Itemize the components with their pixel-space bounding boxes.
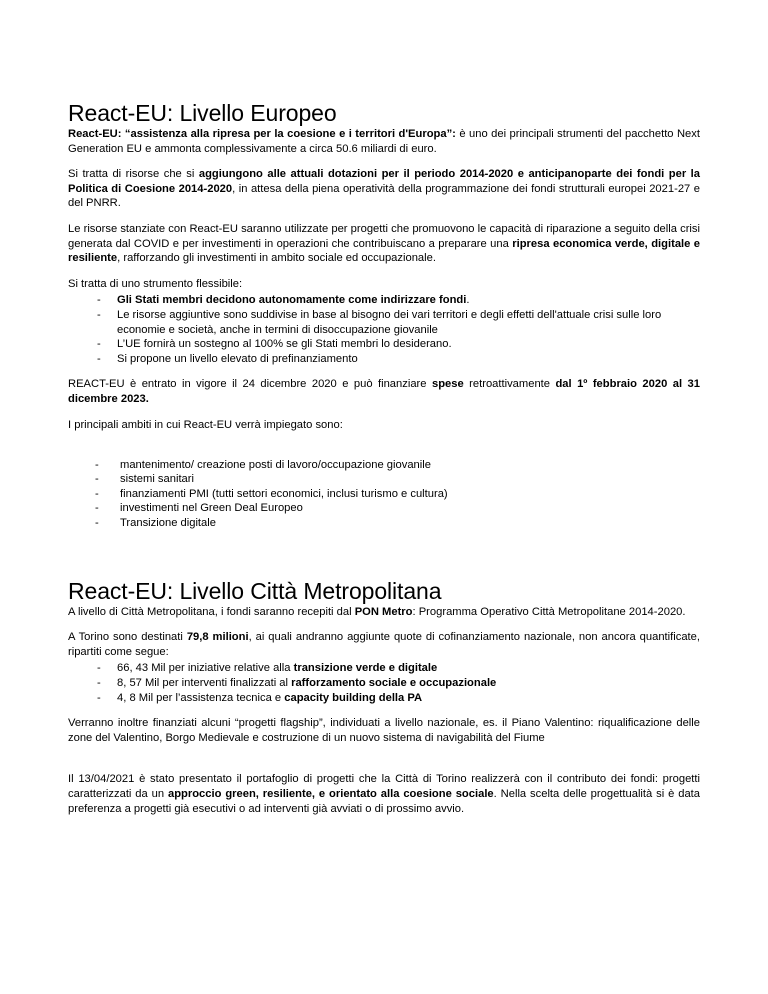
spacer <box>68 542 700 578</box>
text-torino-pre: A Torino sono destinati <box>68 631 187 644</box>
paragraph-ambiti-impiego: I principali ambiti in cui React-EU verrà impiegato sono: <box>68 418 343 431</box>
paragraph-entrata-in-vigore <box>68 377 700 406</box>
text-portafoglio-post: . Nella scelta delle progettualità si è data preferenza a progetti già esecutivi o ad interventi già avviati o di prossimo avvio. <box>68 788 700 815</box>
bold-spese: spese <box>431 378 464 391</box>
list-item-label: 8, 57 Mil per interventi finalizzati al <box>117 677 292 690</box>
list-bullet-dash: - <box>97 308 101 321</box>
bold-react-eu-definition-lead: React-EU: “assistenza alla ripresa per la coesione e i territori d'Europa”: <box>68 128 456 140</box>
text-stanziate-post: , rafforzando gli investimenti in ambito sociale ed occupazionale. <box>117 252 436 265</box>
list-item <box>68 691 700 706</box>
spacer <box>68 756 700 772</box>
list-strumento-flessibile <box>68 293 700 366</box>
list-bullet-dash: - <box>95 458 99 471</box>
text-portafoglio-pre: Il 13/04/2021 è stato presentato il portafoglio di progetti che la Città di Torino realizzerà con il contributo dei fondi: progetti caratterizzati da un <box>68 773 700 800</box>
list-bullet-dash: - <box>97 677 101 690</box>
text-vigore-mid: retroattivamente <box>463 378 556 391</box>
paragraph-risorse-stanziate <box>68 222 700 266</box>
bold-ripresa-economica: ripresa economica verde, digitale e resiliente <box>68 237 701 265</box>
text-risorse-post: , in attesa della piena operatività della programmazione dei fondi strutturali europei 2021-27 e del PNRR. <box>68 182 700 210</box>
bold-pon-metro: PON Metro <box>354 605 413 618</box>
paragraph-pon-metro <box>68 605 700 620</box>
list-item-label: investimenti nel Green Deal Europeo <box>120 502 303 515</box>
list-item <box>68 458 700 473</box>
paragraph-portafoglio-progetti <box>68 772 700 816</box>
list-item-label: 66, 43 Mil per iniziative relative alla <box>117 662 294 675</box>
bold-risorse-dotazioni: aggiungono alle attuali dotazioni per il periodo 2014-2020 e anticipanoparte dei fondi per la Politica di Coesione 2014-2020 <box>68 168 701 195</box>
list-item-label: Transizione digitale <box>120 517 216 530</box>
list-item-label: finanziamenti PMI (tutti settori economici, inclusi turismo e cultura) <box>120 487 448 500</box>
list-bullet-dash: - <box>95 502 99 515</box>
list-item <box>68 516 700 531</box>
text-pon-metro-pre: A livello di Città Metropolitana, i fondi saranno recepiti dal <box>68 605 355 618</box>
list-item <box>68 501 700 516</box>
paragraph-torino-fondi <box>68 630 700 659</box>
list-item-label: L’UE fornirà un sostegno al 100% se gli Stati membri lo desiderano. <box>117 338 452 351</box>
list-item-label: sistemi sanitari <box>120 473 194 486</box>
text-react-eu-definition-rest: è uno dei principali strumenti del pacchetto Next Generation EU e ammonta complessivamente a circa 50.6 miliardi di euro. <box>68 128 700 155</box>
bold-importo-torino: 79,8 milioni <box>186 631 249 644</box>
text-risorse-pre: Si tratta di risorse che si <box>68 168 199 181</box>
document-body <box>68 100 700 816</box>
list-bullet-dash: - <box>97 662 101 675</box>
list-item-label: . <box>466 294 470 307</box>
text-torino-post: , ai quali andranno aggiunte quote di cofinanziamento nazionale, non ancora quantificate, ripartiti come segue: <box>68 631 700 658</box>
list-item <box>68 487 700 502</box>
list-bullet-dash: - <box>97 691 101 704</box>
list-item-label: mantenimento/ creazione posti di lavoro/occupazione giovanile <box>120 458 431 471</box>
paragraph-strumento-flessibile: Si tratta di uno strumento flessibile: <box>68 277 243 290</box>
list-bullet-dash: - <box>97 352 101 365</box>
paragraph-react-eu-definition <box>68 127 700 156</box>
list-bullet-dash: - <box>95 473 99 486</box>
list-item-bold: transizione verde e digitale <box>293 662 438 675</box>
list-bullet-dash: - <box>95 517 99 530</box>
list-bullet-dash: - <box>95 487 99 500</box>
list-ripartizione-fondi <box>68 661 700 705</box>
list-item <box>68 661 700 676</box>
list-item-label: 4, 8 Mil per l’assistenza tecnica e <box>117 691 285 704</box>
text-stanziate-pre: Le risorse stanziate con React-EU saranno utilizzate per progetti che promuovono le capacità di riparazione a seguito della crisi generata dal COVID e per investimenti in operazioni che contribuiscano a preparare una <box>68 222 700 250</box>
list-item <box>68 308 700 337</box>
list-item-label: Si propone un livello elevato di prefinanziamento <box>117 352 358 365</box>
paragraph-risorse-aggiuntive <box>68 167 700 211</box>
list-ambiti-impiego <box>68 458 700 531</box>
bold-approccio-green: approccio green, resiliente, e orientato alla coesione sociale <box>167 788 494 800</box>
paragraph-progetti-flagship: Verranno inoltre finanziati alcuni “progetti flagship”, individuati a livello nazionale, es. il Piano Valentino: riqualificazione delle zone del Valentino, Borgo Medievale e costruzione di un nuovo sistema di navigabilità del Fiume <box>68 717 700 744</box>
list-item-bold: rafforzamento sociale e occupazionale <box>291 677 497 690</box>
text-pon-metro-post: : Programma Operativo Città Metropolitane 2014-2020. <box>412 605 686 618</box>
list-item <box>68 676 700 691</box>
heading-livello-citta-metropolitana: React-EU: Livello Città Metropolitana <box>68 577 442 604</box>
list-item <box>68 472 700 487</box>
spacer <box>68 443 700 458</box>
list-item <box>68 337 700 352</box>
list-bullet-dash: - <box>97 338 101 351</box>
list-item-label: Le risorse aggiuntive sono suddivise in base al bisogno dei vari territori e degli effetti dell'attuale crisi sulle loro economie e società, anche in termini di disoccupazione giovanile <box>117 308 662 336</box>
list-bullet-dash: - <box>97 294 101 307</box>
list-item-bold: capacity building della PA <box>284 691 423 704</box>
list-item <box>68 293 700 308</box>
heading-livello-europeo: React-EU: Livello Europeo <box>68 100 337 126</box>
list-item-bold: Gli Stati membri decidono autonomamente come indirizzare fondi <box>117 294 467 307</box>
list-item <box>68 352 700 367</box>
bold-periodo-retroattivo: dal 1º febbraio 2020 al 31 dicembre 2023. <box>68 378 700 405</box>
text-vigore-pre: REACT-EU è entrato in vigore il 24 dicembre 2020 e può finanziare <box>68 378 432 391</box>
